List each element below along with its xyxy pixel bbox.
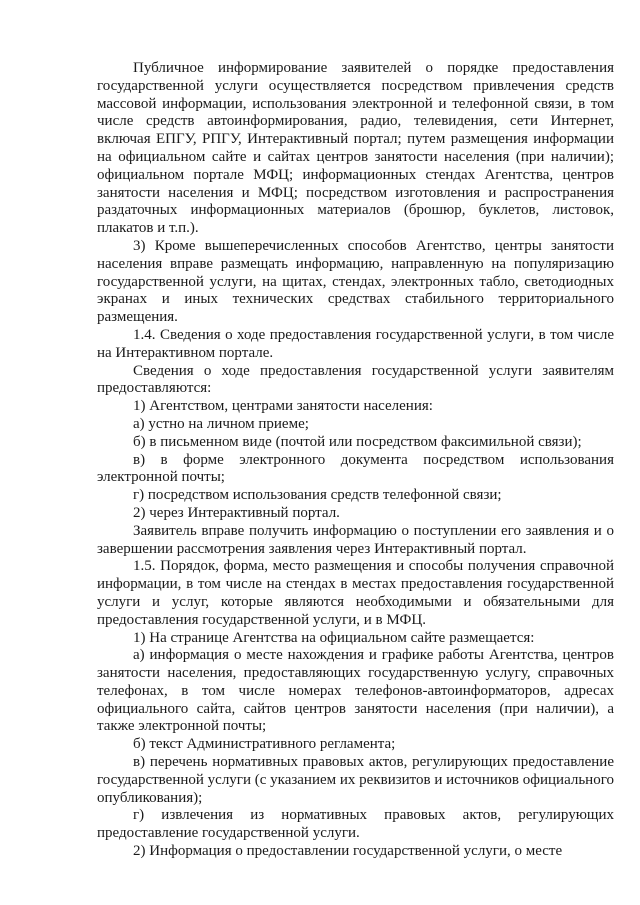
list-item-phone: г) посредством использования средств телефонной связи;	[133, 487, 502, 504]
list-item-extracts: г) извлечения из нормативных правовых актов, регулирующих предоставление государственной услуги.	[97, 807, 614, 842]
paragraph-public-informing: Публичное информирование заявителей о порядке предоставления государственной услуги осуществляется посредством привлечения средств массовой информации, использования электронной и телефонной связи, в том числе средств автоинформирования, радио, телевидения, сети Интернет, включая ЕПГУ, РПГУ, Интерактивный портал; путем размещения информации на официальном сайте и сайтах центров занятости населения (при наличии); официальном портале МФЦ; информационных стендах Агентства, центров занятости населения и МФЦ; посредством изготовления и распространения раздаточных информационных материалов (брошюр, буклетов, листовок, плакатов и т.п.).	[97, 60, 614, 237]
list-item-portal: 2) через Интерактивный портал.	[133, 504, 340, 521]
paragraph-applicant-right: Заявитель вправе получить информацию о поступлении его заявления и о завершении рассмотрения заявления через Интерактивный портал.	[97, 522, 614, 557]
section-heading-1-5: 1.5. Порядок, форма, место размещения и способы получения справочной информации, в том числе на стендах в местах предоставления государственной услуги и услуг, которые являются необходимыми и обязательными для предоставления государственной услуги, и в МФЦ.	[97, 558, 614, 628]
section-heading-1-4: 1.4. Сведения о ходе предоставления государственной услуги, в том числе на Интерактивном портале.	[97, 326, 614, 361]
paragraph-additional-methods: 3) Кроме вышеперечисленных способов Агентство, центры занятости населения вправе размещать информацию, направленную на популяризацию государственной услуги, на щитах, стендах, электронных табло, светодиодных экранах и иных технических средствах стабильного территориального размещения.	[97, 237, 614, 326]
list-item-oral: а) устно на личном приеме;	[133, 415, 309, 432]
document-body	[97, 60, 614, 861]
list-item-location-info: а) информация о месте нахождения и графике работы Агентства, центров занятости населения, предоставляющих государственную услугу, справочных телефонах, в том числе номерах телефонов-автоинформаторов, адресах официального сайта, сайтов центров занятости населения (при наличии), а также электронной почты;	[97, 647, 614, 735]
list-item-agency: 1) Агентством, центрами занятости населения:	[133, 398, 433, 415]
list-item-regulation-text: б) текст Административного регламента;	[133, 736, 396, 753]
list-item-agency-page: 1) На странице Агентства на официальном сайте размещается:	[133, 629, 535, 646]
paragraph-service-info: 2) Информация о предоставлении государственной услуги, о месте	[133, 843, 563, 860]
paragraph-progress-info: Сведения о ходе предоставления государственной услуги заявителям предоставляются:	[97, 362, 614, 397]
list-item-legal-acts: в) перечень нормативных правовых актов, регулирующих предоставление государственной услуги (с указанием их реквизитов и источников официального опубликования);	[97, 754, 614, 806]
list-item-electronic: в) в форме электронного документа посредством использования электронной почты;	[97, 451, 614, 486]
list-item-written: б) в письменном виде (почтой или посредством факсимильной связи);	[133, 433, 582, 450]
